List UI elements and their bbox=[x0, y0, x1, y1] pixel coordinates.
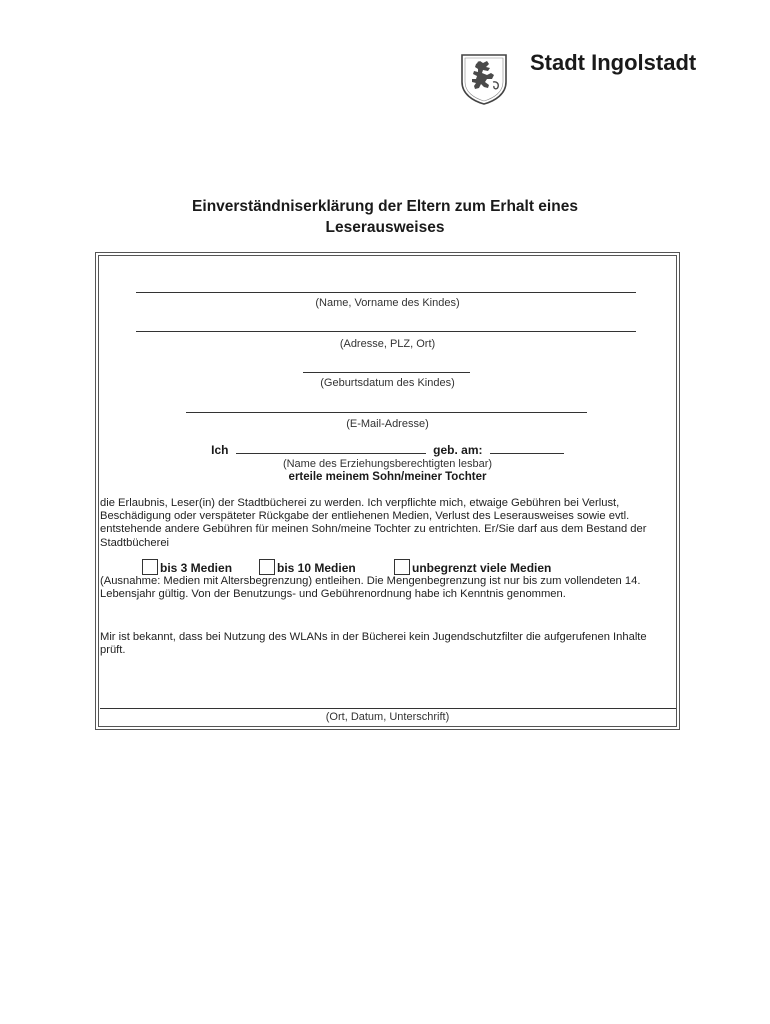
signature-caption: (Ort, Datum, Unterschrift) bbox=[325, 711, 450, 723]
birthdate-field[interactable] bbox=[303, 372, 470, 373]
city-name: Stadt Ingolstadt bbox=[530, 50, 697, 75]
form-title bbox=[100, 196, 670, 238]
option-10-media-label: bis 10 Medien bbox=[277, 561, 356, 575]
consent-line: erteile meinem Sohn/meiner Tochter bbox=[288, 471, 487, 483]
ich-label: Ich bbox=[211, 443, 229, 457]
signature-field[interactable] bbox=[100, 708, 676, 709]
exception-paragraph: (Ausnahme: Medien mit Altersbegrenzung) entleihen. Die Mengenbegrenzung ist nur bis zum vollendeten 14. Lebensjahr gültig. Von der Benutzungs- und Gebührenordnung habe ich Kenntnis genommen. bbox=[100, 575, 641, 601]
guardian-caption: (Name des Erziehungsberechtigten lesbar) bbox=[282, 458, 493, 470]
option-unlimited-media-label: unbegrenzt viele Medien bbox=[412, 561, 552, 575]
email-caption: (E-Mail-Adresse) bbox=[346, 418, 429, 430]
child-name-caption: (Name, Vorname des Kindes) bbox=[315, 297, 460, 309]
guardian-row bbox=[96, 443, 679, 457]
ingolstadt-panther-crest-icon bbox=[459, 52, 509, 106]
address-field[interactable] bbox=[136, 331, 636, 332]
option-unlimited-media-checkbox[interactable] bbox=[394, 559, 410, 575]
form-title-line1: Einverständniserklärung der Eltern zum Erhalt eines bbox=[192, 198, 578, 215]
option-3-media-label: bis 3 Medien bbox=[160, 561, 233, 575]
option-10-media[interactable] bbox=[259, 559, 356, 575]
consent-paragraph: die Erlaubnis, Leser(in) der Stadtbücherei zu werden. Ich verpflichte mich, etwaige Gebühren bei Verlust, Beschädigung oder verspäteter Rückgabe der entliehenen Medien, Verlust des Leserausweises sowie evtl. entstehende andere Gebühren für meinen Sohn/meine Tochter zu entrichten. Er/Sie darf aus dem Bestand der Stadtbücherei bbox=[100, 497, 647, 549]
option-3-media[interactable] bbox=[142, 559, 232, 575]
geb-label: geb. am: bbox=[433, 443, 483, 457]
guardian-name-field[interactable] bbox=[236, 443, 426, 454]
birthdate-caption: (Geburtsdatum des Kindes) bbox=[320, 377, 455, 389]
address-caption: (Adresse, PLZ, Ort) bbox=[339, 338, 436, 350]
form-title-line2: Leserausweises bbox=[325, 219, 445, 236]
email-field[interactable] bbox=[186, 412, 587, 413]
guardian-birthdate-field[interactable] bbox=[490, 443, 564, 454]
option-unlimited-media[interactable] bbox=[394, 559, 551, 575]
option-3-media-checkbox[interactable] bbox=[142, 559, 158, 575]
option-10-media-checkbox[interactable] bbox=[259, 559, 275, 575]
wlan-paragraph: Mir ist bekannt, dass bei Nutzung des WLANs in der Bücherei kein Jugendschutzfilter die aufgerufenen Inhalte prüft. bbox=[100, 631, 647, 657]
consent-form-frame bbox=[95, 252, 680, 730]
child-name-field[interactable] bbox=[136, 292, 636, 293]
